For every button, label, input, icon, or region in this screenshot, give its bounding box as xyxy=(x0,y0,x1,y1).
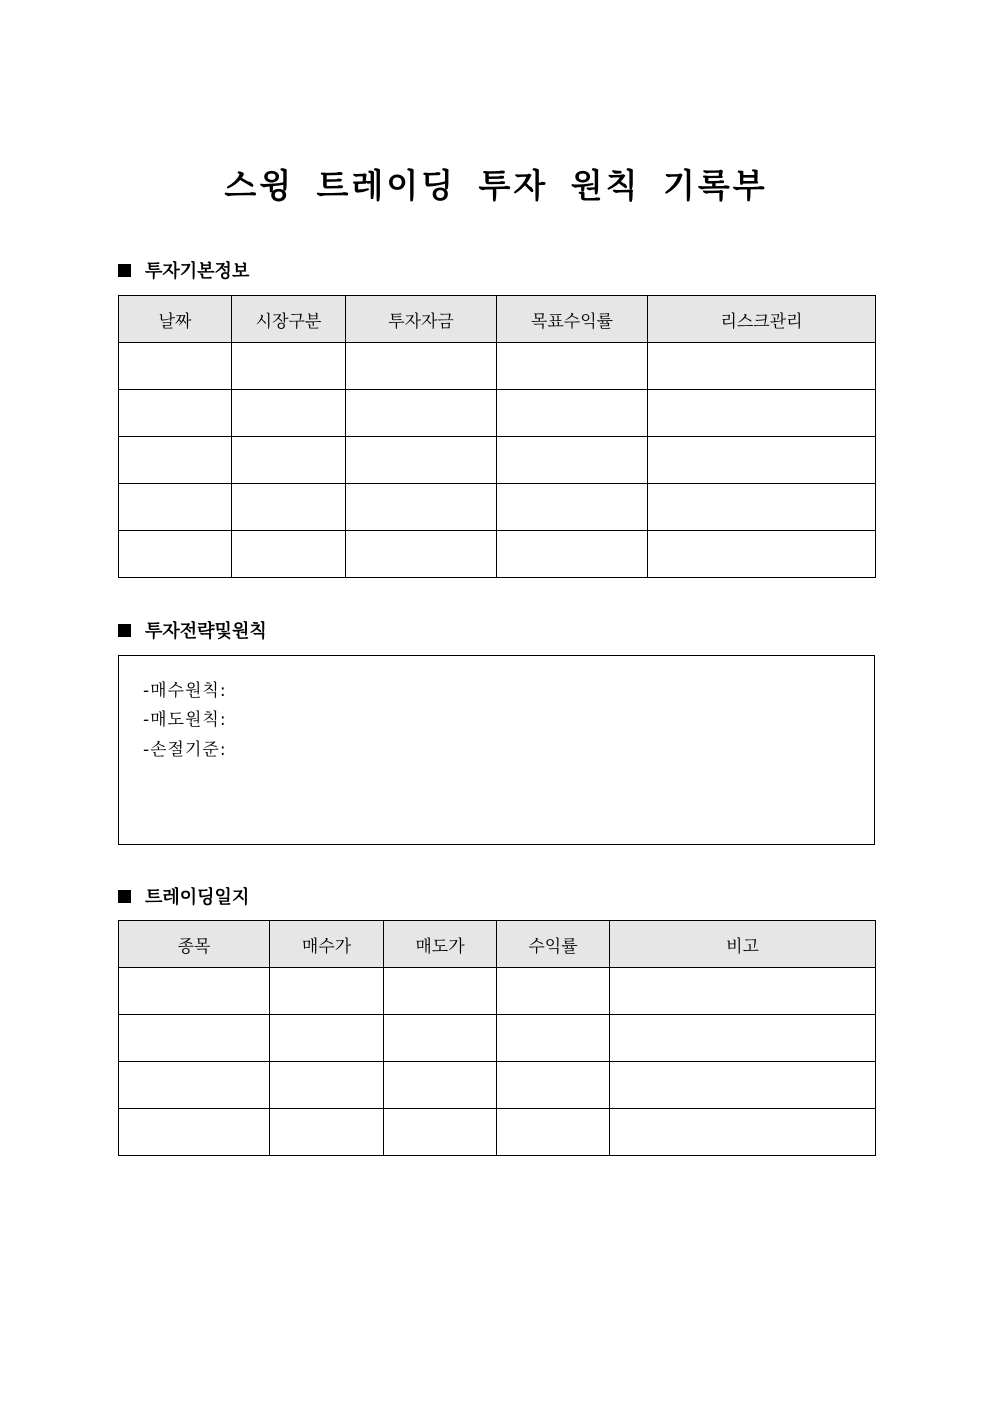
table-row xyxy=(119,531,876,578)
table-row xyxy=(119,390,876,437)
table-cell[interactable] xyxy=(497,343,648,390)
table-cell[interactable] xyxy=(119,484,232,531)
table-cell[interactable] xyxy=(497,1062,610,1109)
square-bullet-icon xyxy=(118,890,131,903)
table-cell[interactable] xyxy=(497,968,610,1015)
table-cell[interactable] xyxy=(346,390,497,437)
table-cell[interactable] xyxy=(270,1015,384,1062)
table-cell[interactable] xyxy=(346,531,497,578)
table-cell[interactable] xyxy=(232,390,346,437)
table-cell[interactable] xyxy=(119,531,232,578)
table-cell[interactable] xyxy=(610,968,876,1015)
table-cell[interactable] xyxy=(119,1062,270,1109)
table-cell[interactable] xyxy=(384,1109,497,1156)
table-cell[interactable] xyxy=(497,484,648,531)
table-cell[interactable] xyxy=(384,1062,497,1109)
table-row xyxy=(119,1109,876,1156)
table-cell[interactable] xyxy=(119,1015,270,1062)
table-cell[interactable] xyxy=(119,390,232,437)
strategy-text-box[interactable] xyxy=(118,655,875,845)
table-cell[interactable] xyxy=(119,437,232,484)
table-row xyxy=(119,484,876,531)
table-cell[interactable] xyxy=(270,1062,384,1109)
table-cell[interactable] xyxy=(232,437,346,484)
table-cell[interactable] xyxy=(119,1109,270,1156)
column-header-sell-price: 매도가 xyxy=(384,921,497,968)
table-cell[interactable] xyxy=(610,1062,876,1109)
table-cell[interactable] xyxy=(232,343,346,390)
trading-journal-table xyxy=(118,920,876,1156)
table-cell[interactable] xyxy=(346,437,497,484)
table-row xyxy=(119,1015,876,1062)
table-cell[interactable] xyxy=(384,1015,497,1062)
table-cell[interactable] xyxy=(497,531,648,578)
section-heading-journal xyxy=(118,883,249,909)
column-header-capital: 투자자금 xyxy=(346,296,497,343)
section-heading-strategy xyxy=(118,617,267,643)
table-cell[interactable] xyxy=(610,1109,876,1156)
table-cell[interactable] xyxy=(270,1109,384,1156)
table-cell[interactable] xyxy=(497,437,648,484)
column-header-buy-price: 매수가 xyxy=(270,921,384,968)
square-bullet-icon xyxy=(118,264,131,277)
square-bullet-icon xyxy=(118,624,131,637)
column-header-notes: 비고 xyxy=(610,921,876,968)
table-header-row xyxy=(119,296,876,343)
table-cell[interactable] xyxy=(346,484,497,531)
table-cell[interactable] xyxy=(648,390,876,437)
table-cell[interactable] xyxy=(648,531,876,578)
sell-rule-line: -매도원칙: xyxy=(143,710,227,730)
column-header-target-return: 목표수익률 xyxy=(497,296,648,343)
section-heading-label: 투자전략및원칙 xyxy=(145,621,267,642)
table-cell[interactable] xyxy=(119,343,232,390)
table-header-row xyxy=(119,921,876,968)
section-heading-label: 투자기본정보 xyxy=(145,261,250,282)
table-row xyxy=(119,343,876,390)
column-header-return: 수익률 xyxy=(497,921,610,968)
document-title: 스윙 트레이딩 투자 원칙 기록부 xyxy=(224,166,768,205)
column-header-risk-management: 리스크관리 xyxy=(648,296,876,343)
table-cell[interactable] xyxy=(610,1015,876,1062)
table-cell[interactable] xyxy=(648,484,876,531)
table-row xyxy=(119,968,876,1015)
column-header-market: 시장구분 xyxy=(232,296,346,343)
table-cell[interactable] xyxy=(346,343,497,390)
table-cell[interactable] xyxy=(384,968,497,1015)
table-cell[interactable] xyxy=(497,1109,610,1156)
basic-info-table xyxy=(118,295,876,578)
table-cell[interactable] xyxy=(648,437,876,484)
table-row xyxy=(119,1062,876,1109)
table-cell[interactable] xyxy=(232,531,346,578)
column-header-ticker: 종목 xyxy=(119,921,270,968)
table-cell[interactable] xyxy=(119,968,270,1015)
section-heading-label: 트레이딩일지 xyxy=(145,887,250,908)
column-header-date: 날짜 xyxy=(119,296,232,343)
stop-loss-line: -손절기준: xyxy=(143,740,227,760)
table-cell[interactable] xyxy=(270,968,384,1015)
table-cell[interactable] xyxy=(232,484,346,531)
buy-rule-line: -매수원칙: xyxy=(143,681,227,701)
table-cell[interactable] xyxy=(497,390,648,437)
section-heading-basic-info xyxy=(118,257,249,283)
table-cell[interactable] xyxy=(497,1015,610,1062)
table-row xyxy=(119,437,876,484)
table-cell[interactable] xyxy=(648,343,876,390)
